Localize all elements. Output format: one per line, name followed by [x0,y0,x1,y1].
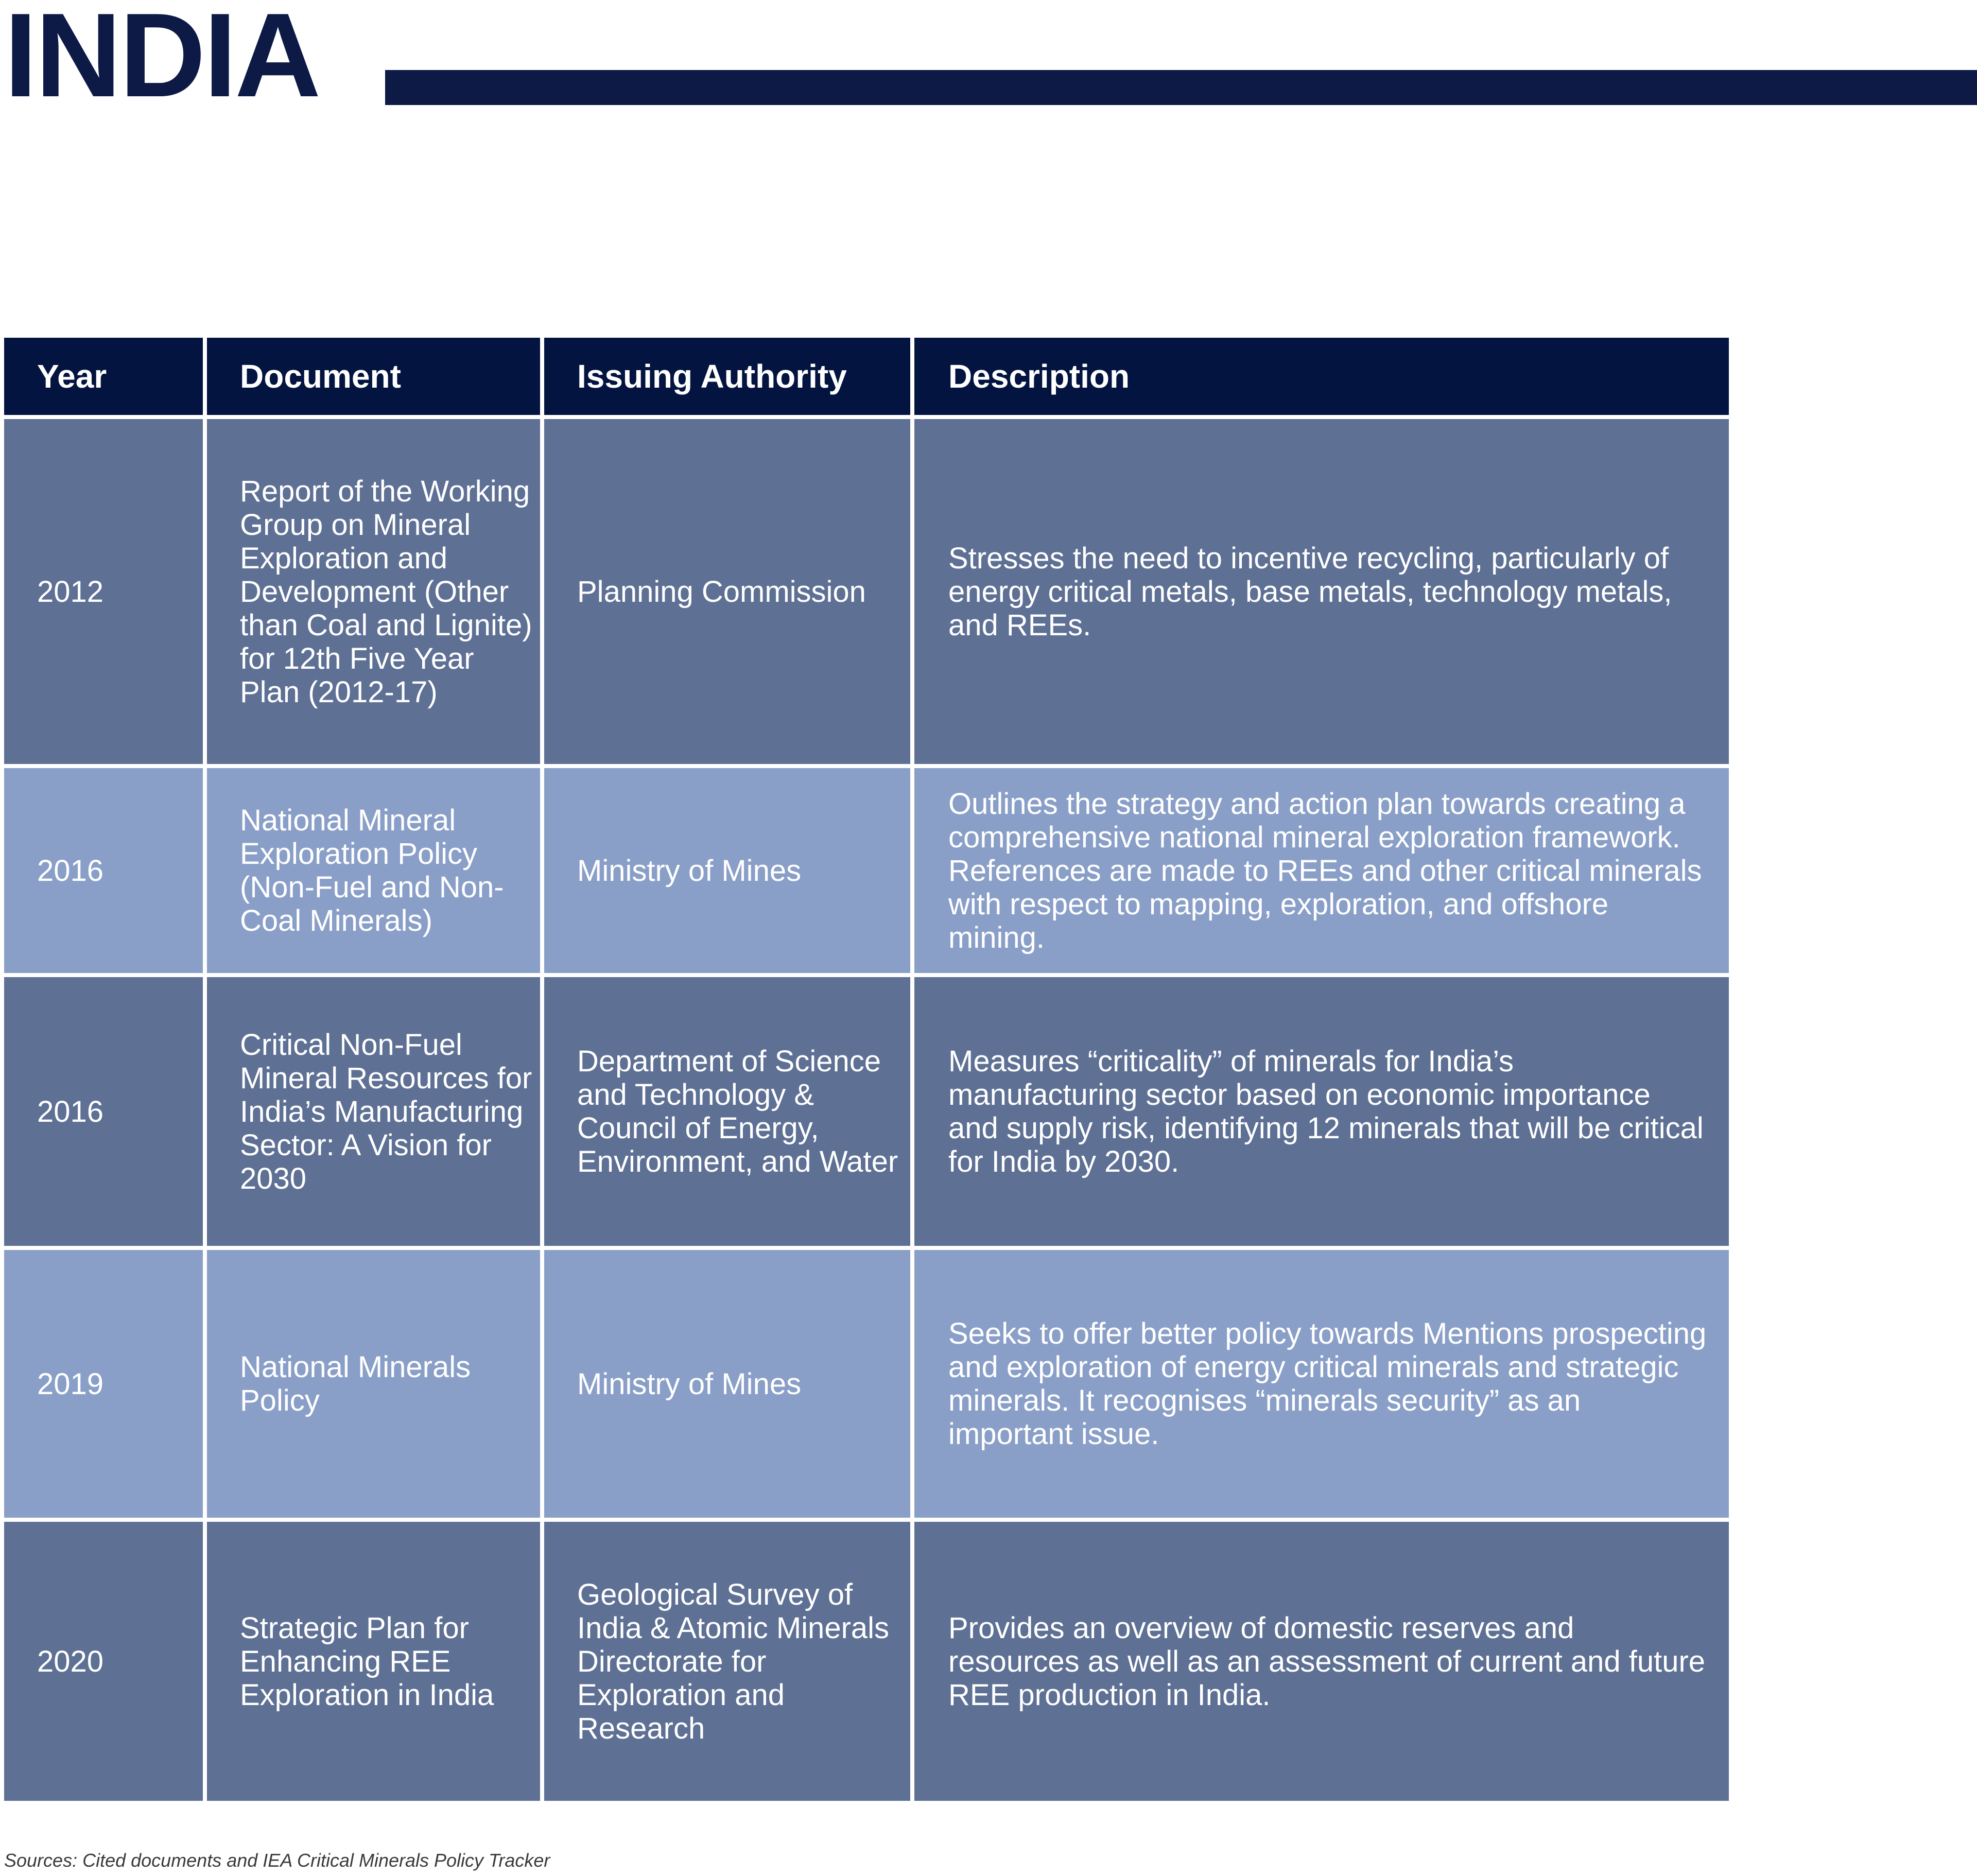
cell-document: Critical Non-Fuel Mineral Resources for India’s Manufacturing Sector: A Vision for 2030 [207,977,540,1246]
cell-description: Seeks to offer better policy towards Mentions prospecting and exploration of energy critical minerals and strategic minerals. It recognises “minerals security” as an important issue. [914,1250,1729,1518]
header-year: Year [4,338,203,415]
table-row [4,419,1729,764]
page-header [0,0,1977,124]
table-row [4,768,1729,973]
cell-issuing-authority: Planning Commission [544,419,910,764]
header-issuing-authority: Issuing Authority [544,338,910,415]
title-rule [385,70,1977,105]
table-row [4,977,1729,1246]
table-row [4,1250,1729,1518]
cell-document: Strategic Plan for Enhancing REE Exploration in India [207,1522,540,1801]
cell-issuing-authority: Ministry of Mines [544,1250,910,1518]
cell-description: Measures “criticality” of minerals for India’s manufacturing sector based on economic importance and supply risk, identifying 12 minerals that will be critical for India by 2030. [914,977,1729,1246]
policy-table [0,334,1733,1805]
cell-description: Provides an overview of domestic reserves and resources as well as an assessment of current and future REE production in India. [914,1522,1729,1801]
cell-document: National Mineral Exploration Policy (Non-Fuel and Non-Coal Minerals) [207,768,540,973]
cell-year: 2019 [4,1250,203,1518]
cell-issuing-authority: Department of Science and Technology & Council of Energy, Environment, and Water [544,977,910,1246]
cell-year: 2016 [4,977,203,1246]
cell-issuing-authority: Geological Survey of India & Atomic Minerals Directorate for Exploration and Research [544,1522,910,1801]
sources-note: Sources: Cited documents and IEA Critical Minerals Policy Tracker [4,1850,550,1871]
cell-description: Outlines the strategy and action plan towards creating a comprehensive national mineral exploration framework. References are made to REEs and other critical minerals with respect to mapping, exploration, and offshore mining. [914,768,1729,973]
cell-year: 2020 [4,1522,203,1801]
cell-year: 2016 [4,768,203,973]
cell-document: National Minerals Policy [207,1250,540,1518]
header-description: Description [914,338,1729,415]
page-title: INDIA [4,0,319,122]
cell-issuing-authority: Ministry of Mines [544,768,910,973]
cell-description: Stresses the need to incentive recycling, particularly of energy critical metals, base metals, technology metals, and REEs. [914,419,1729,764]
cell-year: 2012 [4,419,203,764]
cell-document: Report of the Working Group on Mineral Exploration and Development (Other than Coal and Lignite) for 12th Five Year Plan (2012-17) [207,419,540,764]
table-header-row [4,338,1729,415]
header-document: Document [207,338,540,415]
table-row [4,1522,1729,1801]
